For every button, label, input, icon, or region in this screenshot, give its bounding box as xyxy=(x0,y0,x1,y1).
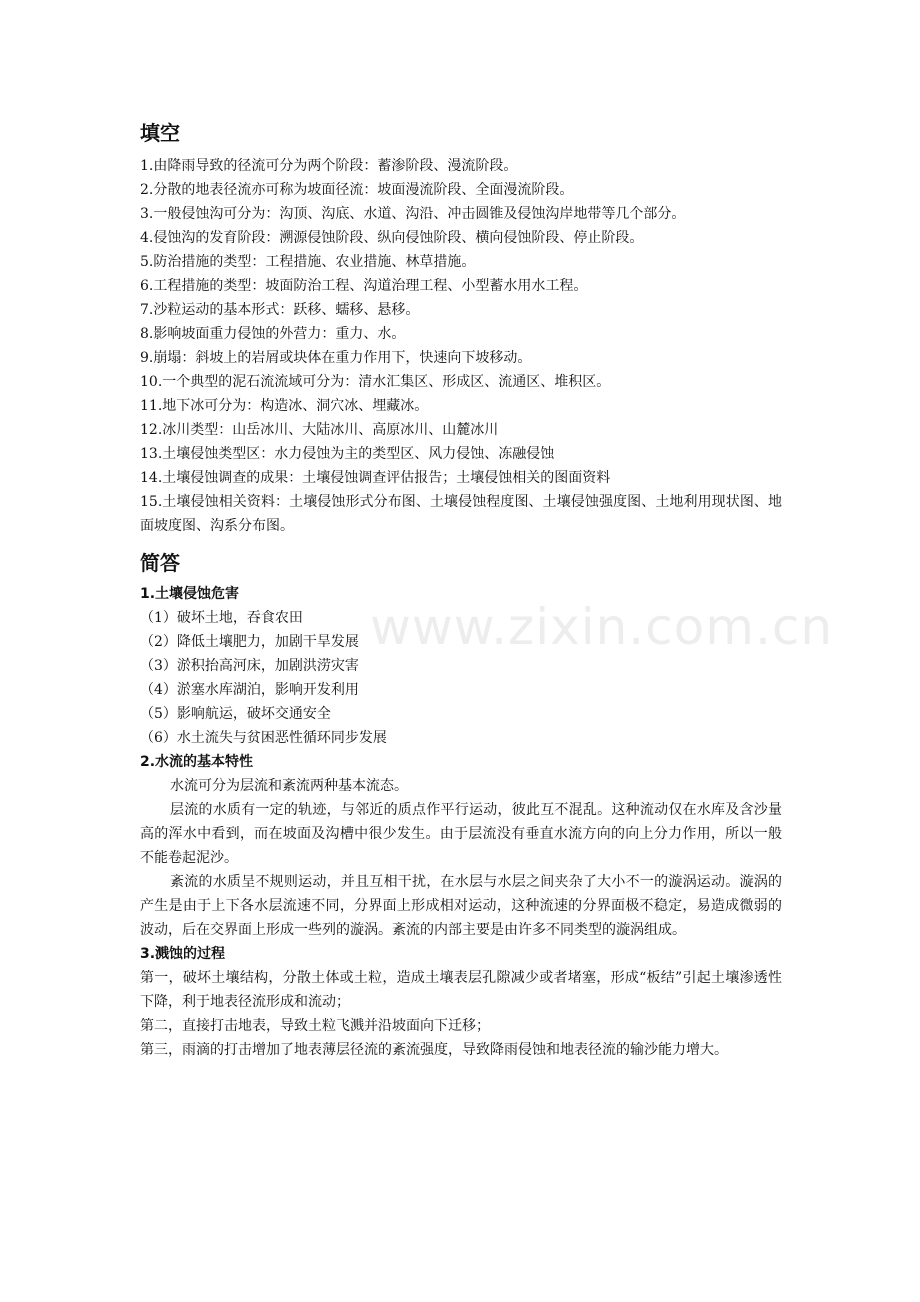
paragraph: 层流的水质有一定的轨迹，与邻近的质点作平行运动，彼此互不混乱。这种流动仅在水库及含沙量高的浑水中看到，而在坡面及沟槽中很少发生。由于层流没有垂直水流方向的向上分力作用，所以一般不能卷起泥沙。 xyxy=(140,802,782,866)
document-page xyxy=(140,118,782,1062)
list-item: 13.土壤侵蚀类型区：水力侵蚀为主的类型区、风力侵蚀、冻融侵蚀 xyxy=(140,446,555,462)
question-heading: 1.土壤侵蚀危害 xyxy=(140,586,240,602)
paragraph: 第一，破坏土壤结构，分散土体或土粒，造成土壤表层孔隙减少或者堵塞，形成“板结”引起土壤渗透性下降，利于地表径流形成和流动； xyxy=(140,970,782,1010)
list-item: 5.防治措施的类型：工程措施、农业措施、林草措施。 xyxy=(140,254,476,270)
list-item: （6）水土流失与贫困恶性循环同步发展 xyxy=(140,730,387,746)
paragraph: 第二，直接打击地表，导致土粒飞溅并沿坡面向下迁移； xyxy=(140,1018,490,1034)
list-item: （1）破坏土地，吞食农田 xyxy=(140,610,303,626)
section-title-fill-blank: 填空 xyxy=(140,121,180,145)
paragraph: 水流可分为层流和紊流两种基本流态。 xyxy=(170,778,408,794)
list-item: 9.崩塌：斜坡上的岩屑或块体在重力作用下，快速向下坡移动。 xyxy=(140,350,532,366)
list-item: 8.影响坡面重力侵蚀的外营力：重力、水。 xyxy=(140,326,406,342)
list-item: 7.沙粒运动的基本形式：跃移、蠕移、悬移。 xyxy=(140,302,420,318)
fill-blank-list xyxy=(140,154,782,538)
question-heading: 3.溅蚀的过程 xyxy=(140,946,226,962)
hazard-list xyxy=(140,606,782,750)
paragraph: 紊流的水质呈不规则运动，并且互相干扰，在水层与水层之间夹杂了大小不一的漩涡运动。漩涡的产生是由于上下各水层流速不同，分界面上形成相对运动，这种流速的分界面极不稳定，易造成微弱的波动，后在交界面上形成一些列的漩涡。紊流的内部主要是由许多不同类型的漩涡组成。 xyxy=(140,874,782,938)
list-item: （3）淤积抬高河床，加剧洪涝灾害 xyxy=(140,658,359,674)
list-item: 11.地下冰可分为：构造冰、洞穴冰、埋藏冰。 xyxy=(140,398,429,414)
section-title-short-answer: 简答 xyxy=(140,551,180,575)
paragraph: 第三，雨滴的打击增加了地表薄层径流的紊流强度，导致降雨侵蚀和地表径流的输沙能力增大。 xyxy=(140,1042,728,1058)
list-item: 3.一般侵蚀沟可分为：沟顶、沟底、水道、沟沿、冲击圆锥及侵蚀沟岸地带等几个部分。 xyxy=(140,206,686,222)
list-item: （2）降低土壤肥力，加剧干旱发展 xyxy=(140,634,359,650)
watermark: www.zixin.com.cn xyxy=(370,598,834,656)
list-item: 14.土壤侵蚀调查的成果：土壤侵蚀调查评估报告；土壤侵蚀相关的图面资料 xyxy=(140,470,611,486)
list-item: 2.分散的地表径流亦可称为坡面径流：坡面漫流阶段、全面漫流阶段。 xyxy=(140,182,574,198)
list-item: 6.工程措施的类型：坡面防治工程、沟道治理工程、小型蓄水用水工程。 xyxy=(140,278,588,294)
list-item: 10.一个典型的泥石流流域可分为：清水汇集区、形成区、流通区、堆积区。 xyxy=(140,374,611,390)
list-item: （4）淤塞水库湖泊，影响开发利用 xyxy=(140,682,359,698)
list-item: 15.土壤侵蚀相关资料：土壤侵蚀形式分布图、土壤侵蚀程度图、土壤侵蚀强度图、土地利用现状图、地面坡度图、沟系分布图。 xyxy=(140,494,782,534)
list-item: （5）影响航运，破坏交通安全 xyxy=(140,706,331,722)
list-item: 4.侵蚀沟的发育阶段：溯源侵蚀阶段、纵向侵蚀阶段、横向侵蚀阶段、停止阶段。 xyxy=(140,230,644,246)
list-item: 1.由降雨导致的径流可分为两个阶段：蓄渗阶段、漫流阶段。 xyxy=(140,158,518,174)
list-item: 12.冰川类型：山岳冰川、大陆冰川、高原冰川、山麓冰川 xyxy=(140,422,499,438)
question-heading: 2.水流的基本特性 xyxy=(140,754,254,770)
